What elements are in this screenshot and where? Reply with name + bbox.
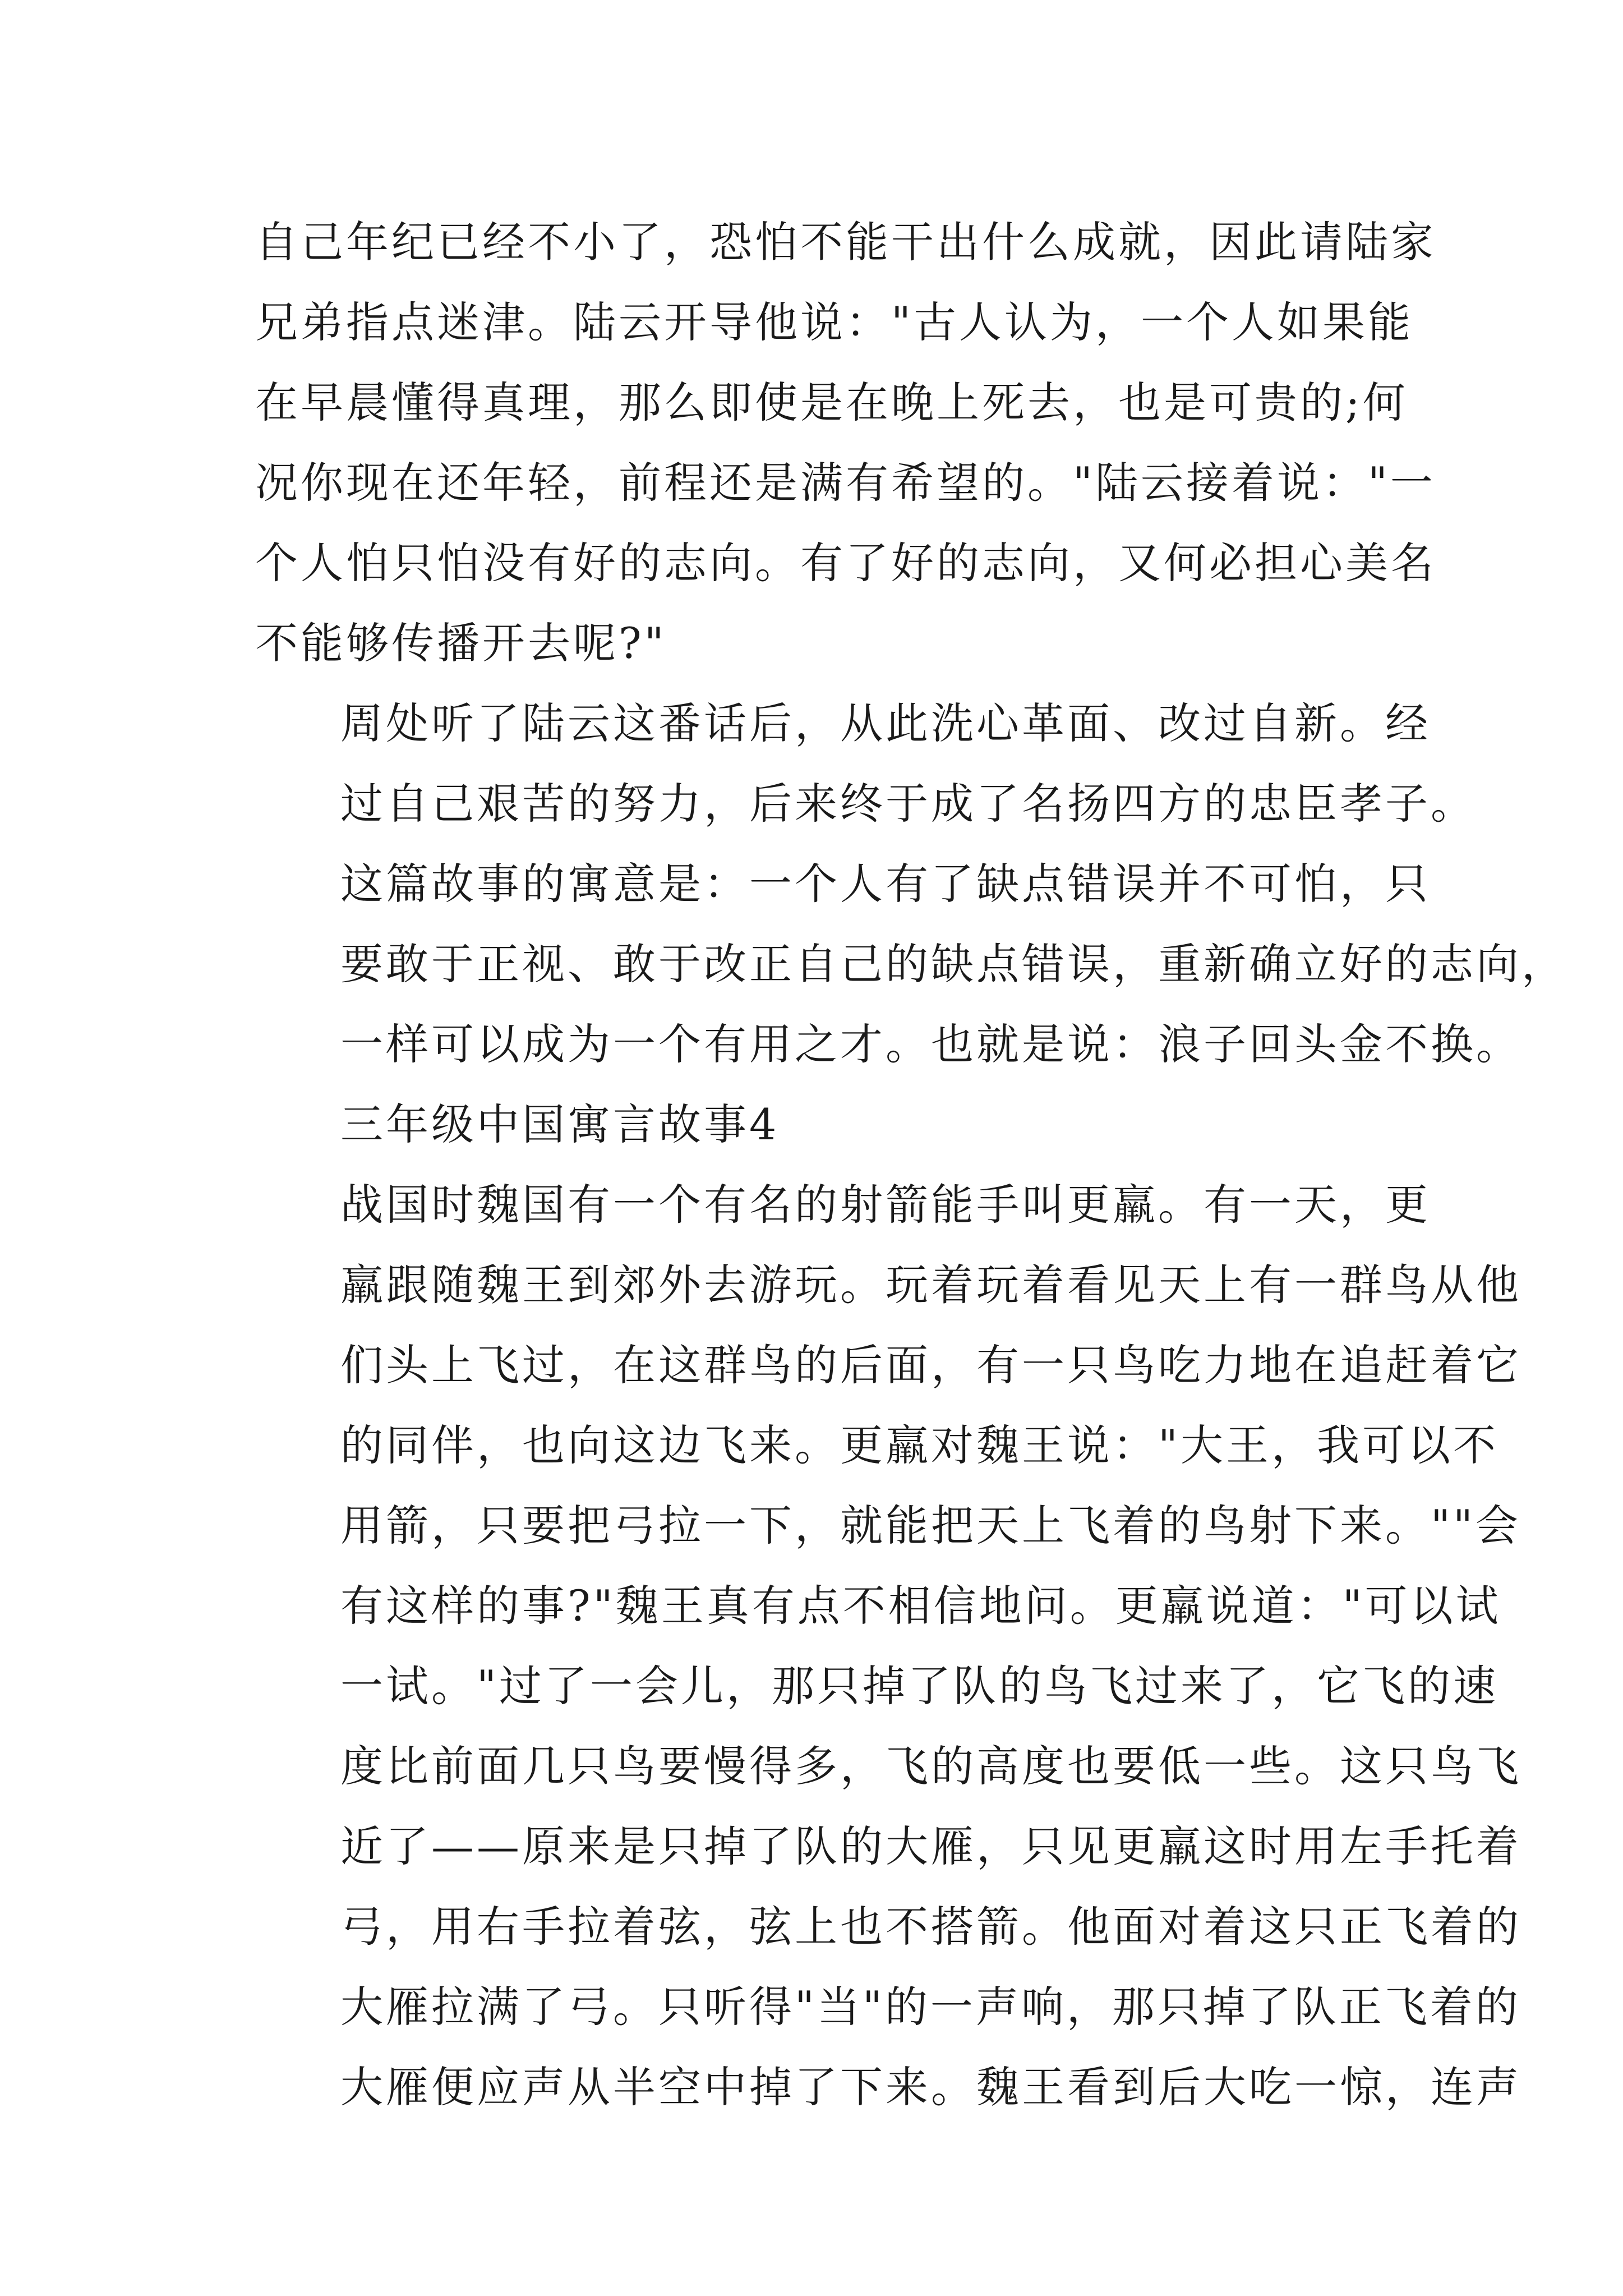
text-line: 兄弟指点迷津。陆云开导他说："古人认为，一个人如果能 bbox=[255, 297, 1413, 347]
text-line: 大雁拉满了弓。只听得"当"的一声响，那只掉了队正飞着的 bbox=[340, 1982, 1521, 2032]
text-line: 们头上飞过，在这群鸟的后面，有一只鸟吃力地在追赶着它 bbox=[340, 1340, 1521, 1390]
text-line: 要敢于正视、敢于改正自己的缺点错误，重新确立好的志向， bbox=[340, 939, 1567, 989]
text-line: 过自己艰苦的努力，后来终于成了名扬四方的忠臣孝子。 bbox=[340, 779, 1476, 829]
text-line: 度比前面几只鸟要慢得多，飞的高度也要低一些。这只鸟飞 bbox=[340, 1741, 1521, 1791]
text-line: 三年级中国寓言故事4 bbox=[340, 1099, 780, 1149]
text-line: 这篇故事的寓意是：一个人有了缺点错误并不可怕，只 bbox=[340, 859, 1431, 909]
paragraph bbox=[255, 202, 1436, 683]
text-line: 个人怕只怕没有好的志向。有了好的志向，又何必担心美名 bbox=[255, 538, 1436, 588]
paragraph bbox=[255, 1084, 1396, 1165]
paragraph bbox=[255, 1165, 1521, 2127]
text-line: 自己年纪已经不小了，恐怕不能干出什么成就，因此请陆家 bbox=[255, 217, 1436, 267]
text-line: 的同伴，也向这边飞来。更羸对魏王说："大王，我可以不 bbox=[340, 1420, 1498, 1470]
text-line: 不能够传播开去呢?" bbox=[255, 618, 667, 668]
text-line: 羸跟随魏王到郊外去游玩。玩着玩着看见天上有一群鸟从他 bbox=[340, 1260, 1521, 1310]
text-line: 弓，用右手拉着弦，弦上也不搭箭。他面对着这只正飞着的 bbox=[340, 1902, 1521, 1952]
text-line: 在早晨懂得真理，那么即使是在晚上死去，也是可贵的;何 bbox=[255, 378, 1408, 427]
text-line: 用箭，只要把弓拉一下，就能把天上飞着的鸟射下来。""会 bbox=[340, 1501, 1521, 1550]
text-line: 战国时魏国有一个有名的射箭能手叫更羸。有一天，更 bbox=[340, 1180, 1431, 1230]
text-line: 一样可以成为一个有用之才。也就是说：浪子回头金不换。 bbox=[340, 1019, 1521, 1069]
text-line: 一试。"过了一会儿，那只掉了队的鸟飞过来了，它飞的速 bbox=[340, 1661, 1498, 1711]
paragraph bbox=[255, 844, 1567, 1084]
text-line: 周处听了陆云这番话后，从此洗心革面、改过自新。经 bbox=[340, 698, 1431, 748]
text-line: 有这样的事?"魏王真有点不相信地问。更羸说道："可以试 bbox=[340, 1581, 1501, 1631]
text-line: 大雁便应声从半空中掉了下来。魏王看到后大吃一惊，连声 bbox=[340, 2062, 1521, 2112]
text-line: 近了——原来是只掉了队的大雁，只见更羸这时用左手托着 bbox=[340, 1821, 1521, 1871]
text-line: 况你现在还年轻，前程还是满有希望的。"陆云接着说："一 bbox=[255, 458, 1436, 508]
body-text bbox=[255, 202, 1567, 2127]
paragraph bbox=[255, 683, 1476, 844]
